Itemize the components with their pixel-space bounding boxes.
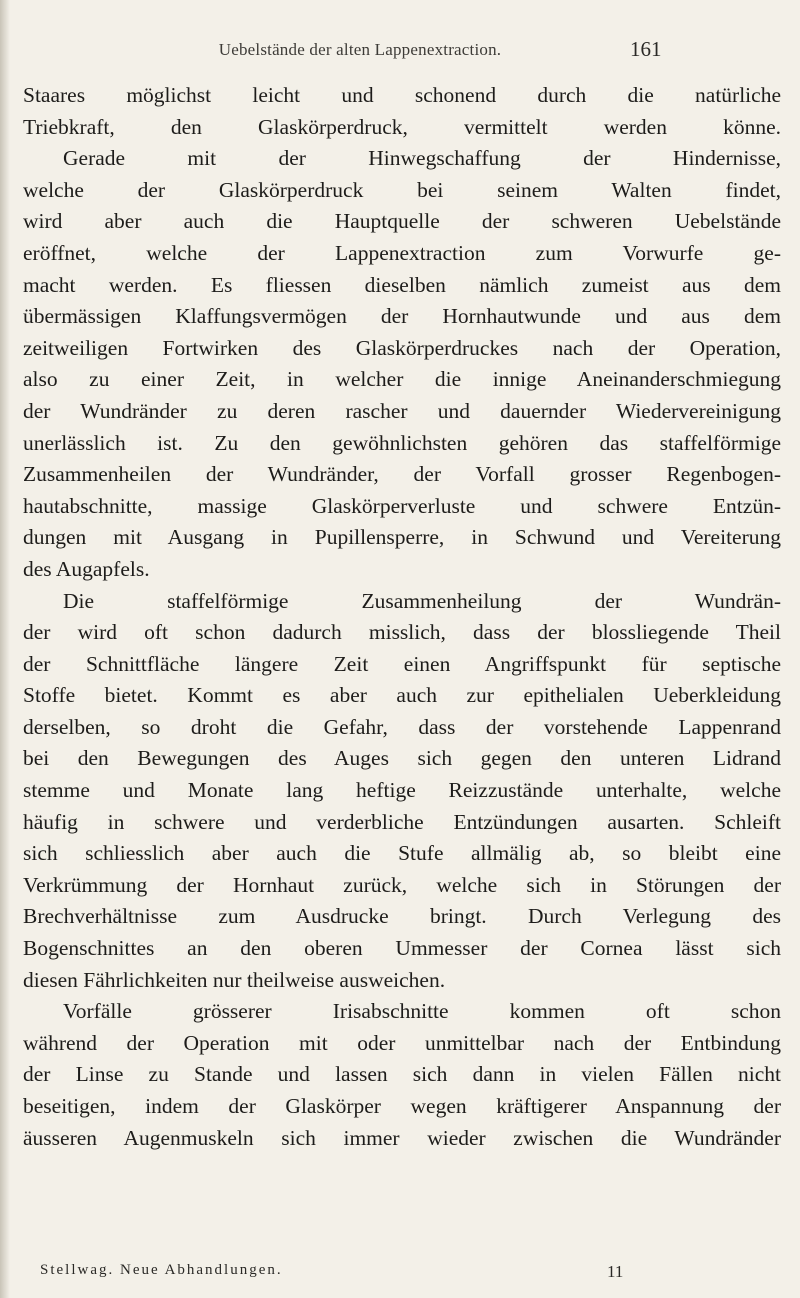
text-line: Verkrümmung der Hornhaut zurück, welche sich in Störungen der xyxy=(23,872,781,897)
text-line: Bogenschnittes an den oberen Ummesser der Cornea lässt sich xyxy=(23,936,781,961)
text-line: also zu einer Zeit, in welcher die innige Aneinanderschmiegung xyxy=(23,367,781,392)
text-line: Staares möglichst leicht und schonend durch die natürliche xyxy=(23,83,781,107)
text-line: Stoffe bietet. Kommt es aber auch zur epithelialen Ueberkleidung xyxy=(23,683,781,708)
text-line: beseitigen, indem der Glaskörper wegen kräftigerer Anspannung der xyxy=(23,1094,781,1118)
text-line: der Schnittfläche längere Zeit einen Angriffspunkt für septische xyxy=(23,651,781,676)
text-line: Triebkraft, den Glaskörperdruck, vermittelt werden könne. xyxy=(23,114,781,139)
text-line: derselben, so droht die Gefahr, dass der vorstehende Lappenrand xyxy=(23,714,781,739)
text-line: wird aber auch die Hauptquelle der schweren Uebelstände xyxy=(23,209,781,234)
text-line: Die staffelförmige Zusammenheilung der Wundrän- xyxy=(63,588,781,613)
text-line: der Wundränder zu deren rascher und dauernder Wiedervereinigung xyxy=(23,398,781,423)
text-line: Brechverhältnisse zum Ausdrucke bringt. Durch Verlegung des xyxy=(23,904,781,929)
text-line: diesen Fährlichkeiten nur theilweise ausweichen. xyxy=(23,967,446,992)
page-number: 161 xyxy=(630,37,662,61)
text-line: Zusammenheilen der Wundränder, der Vorfall grosser Regenbogen- xyxy=(23,462,781,487)
text-line: eröffnet, welche der Lappenextraction zum Vorwurfe ge- xyxy=(23,240,781,265)
text-line: der wird oft schon dadurch misslich, dass der blossliegende Theil xyxy=(23,620,781,645)
text-line: häufig in schwere und verderbliche Entzündungen ausarten. Schleift xyxy=(23,809,781,834)
text-line: während der Operation mit oder unmittelbar nach der Entbindung xyxy=(23,1030,781,1055)
text-line: äusseren Augenmuskeln sich immer wieder zwischen die Wundränder xyxy=(23,1125,781,1150)
text-line: macht werden. Es fliessen dieselben nämlich zumeist aus dem xyxy=(23,272,781,297)
text-line: des Augapfels. xyxy=(23,556,150,581)
page-gutter-shadow xyxy=(0,0,10,1298)
page-footer xyxy=(40,1262,740,1279)
text-line: Gerade mit der Hinwegschaffung der Hindernisse, xyxy=(63,146,781,171)
signature-mark: 11 xyxy=(607,1262,624,1281)
text-line: übermässigen Klaffungsvermögen der Hornhautwunde und aus dem xyxy=(23,304,781,329)
footer-author-work: Stellwag. Neue Abhandlungen. xyxy=(40,1262,283,1278)
text-line: der Linse zu Stande und lassen sich dann in vielen Fällen nicht xyxy=(23,1062,781,1087)
text-line: bei den Bewegungen des Auges sich gegen den unteren Lidrand xyxy=(23,746,781,771)
text-line: zeitweiligen Fortwirken des Glaskörperdruckes nach der Operation, xyxy=(23,335,781,360)
body-text xyxy=(23,80,781,1154)
text-line: Vorfälle grösserer Irisabschnitte kommen oft schon xyxy=(63,999,781,1024)
text-line: unerlässlich ist. Zu den gewöhnlichsten gehören das staffelförmige xyxy=(23,430,781,455)
running-title: Uebelstände der alten Lappenextraction. xyxy=(218,40,502,59)
text-line: stemme und Monate lang heftige Reizzustände unterhalte, welche xyxy=(23,778,781,803)
text-line: dungen mit Ausgang in Pupillensperre, in Schwund und Vereiterung xyxy=(23,525,781,550)
text-line: sich schliesslich aber auch die Stufe allmälig ab, so bleibt eine xyxy=(23,841,781,866)
text-line: hautabschnitte, massige Glaskörperverluste und schwere Entzün- xyxy=(23,493,781,518)
text-line: welche der Glaskörperdruck bei seinem Walten findet, xyxy=(23,177,781,202)
